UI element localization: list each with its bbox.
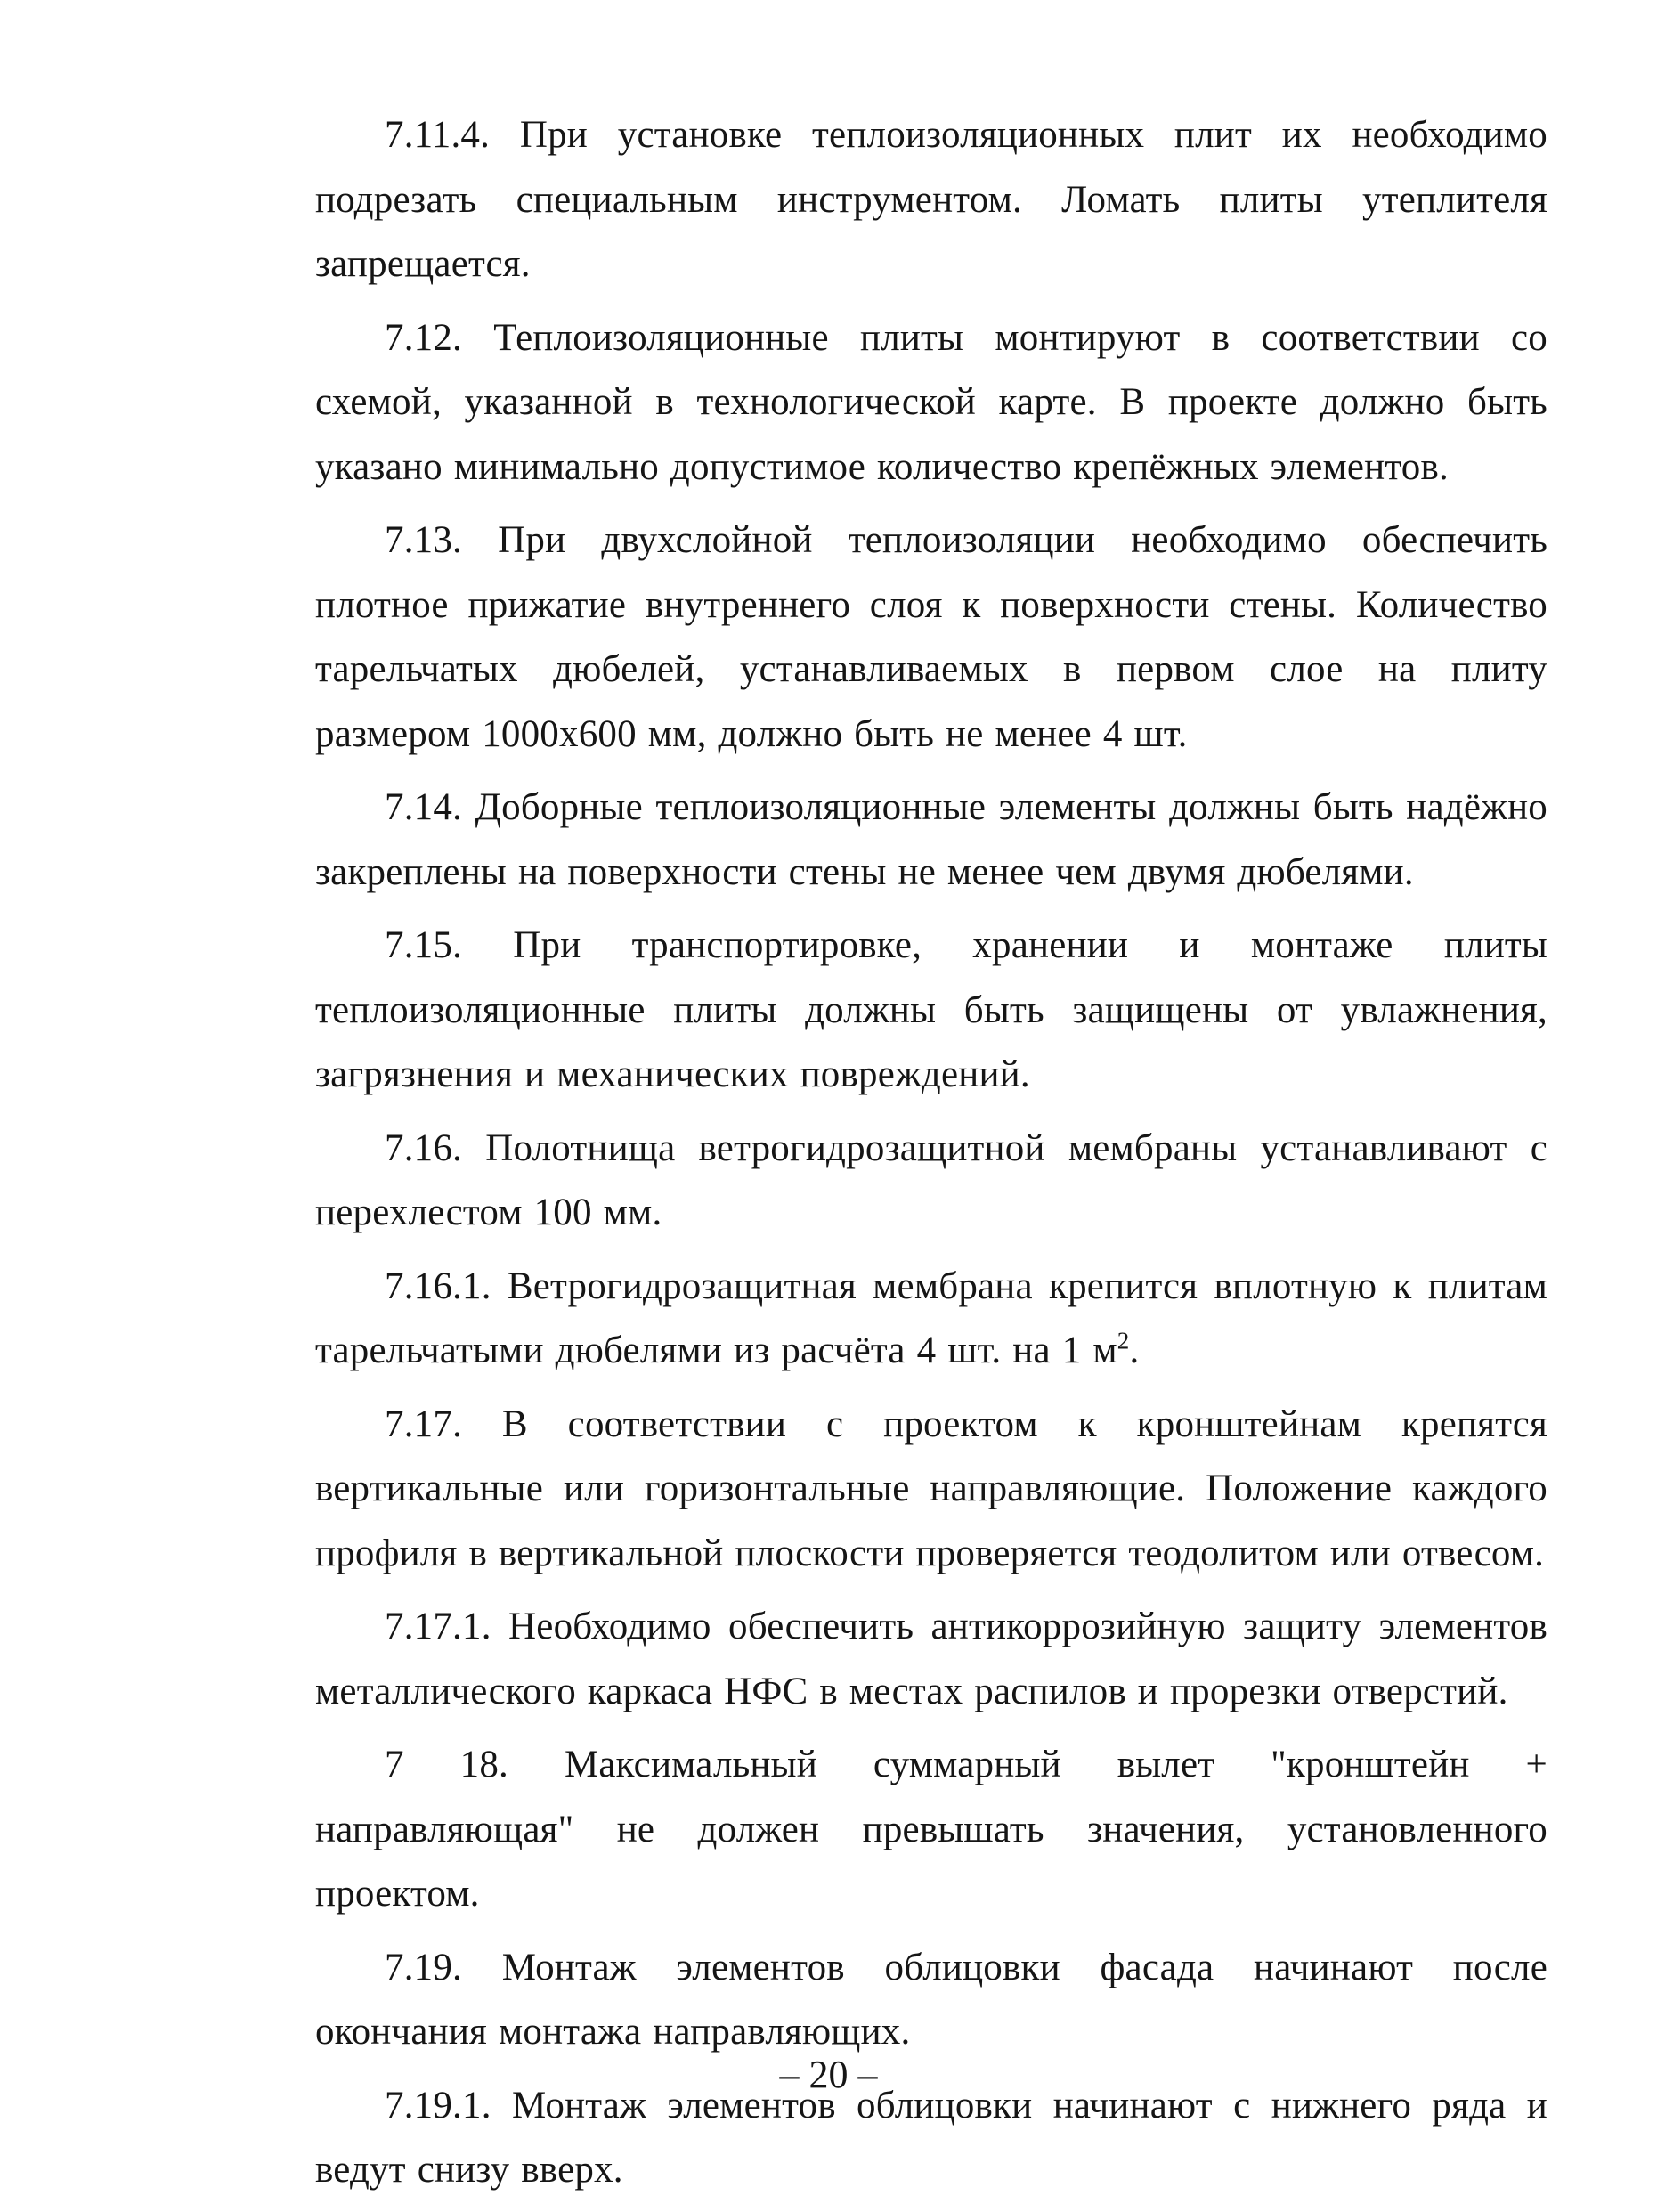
paragraph-text: Монтаж элементов облицовки начинают с нижнего ряда и ведут снизу вверх. — [315, 2084, 1548, 2191]
body-text — [315, 103, 1547, 2212]
paragraph-text: При двухслойной теплоизоляции необходимо обеспечить плотное прижатие внутреннего слоя к поверхности стены. Количество тарельчатых дюбелей, устанавливаемых в первом слое на плиту размером 1000х600 мм, должно быть не менее 4 шт. — [315, 519, 1548, 755]
paragraph-number: 7.16.1. — [385, 1265, 491, 1307]
paragraph-7-19 — [315, 1936, 1547, 2065]
paragraph-number: 7.16. — [385, 1126, 462, 1169]
paragraph-number: 7.19.1. — [385, 2084, 491, 2127]
paragraph-text: Полотнища ветрогидрозащитной мембраны устанавливают с перехлестом 100 мм. — [315, 1126, 1547, 1233]
paragraph-number: 7.17. — [385, 1403, 462, 1445]
paragraph-7-15 — [315, 914, 1547, 1108]
superscript-exponent: 2 — [1117, 1327, 1130, 1354]
paragraph-number: 7.19. — [385, 1946, 462, 1988]
paragraph-number: 7.15. — [385, 924, 462, 966]
paragraph-7-17 — [315, 1393, 1547, 1587]
paragraph-text: Теплоизоляционные плиты монтируют в соответствии со схемой, указанной в технологической карте. В проекте должно быть указано минимально допустимое количество крепёжных элементов. — [315, 316, 1547, 488]
paragraph-7-17-1 — [315, 1595, 1547, 1724]
paragraph-text: Необходимо обеспечить антикоррозийную защиту элементов металлического каркаса НФС в местах распилов и прорезки отверстий. — [315, 1606, 1547, 1712]
paragraph-7-12 — [315, 306, 1547, 500]
paragraph-tail: . — [1129, 1330, 1140, 1371]
paragraph-number: 7.14. — [385, 786, 462, 828]
paragraph-text: В соответствии с проектом к кронштейнам крепятся вертикальные или горизонтальные направляющие. Положение каждого профиля в вертикальной плоскости проверяется теодолитом или отвесом. — [315, 1403, 1548, 1574]
paragraph-number: 7.12. — [385, 316, 462, 359]
page-number: – 20 – — [779, 2053, 878, 2096]
paragraph-7-16 — [315, 1117, 1547, 1246]
paragraph-text: Доборные теплоизоляционные элементы должны быть надёжно закреплены на поверхности стены не менее чем двумя дюбелями. — [315, 786, 1547, 893]
paragraph-7-16-1 — [315, 1255, 1547, 1384]
paragraph-text: Максимальный суммарный вылет "кронштейн + направляющая" не должен превышать значения, установленного проектом. — [315, 1744, 1548, 1915]
paragraph-text: При транспортировке, хранении и монтаже плиты теплоизоляционные плиты должны быть защищены от увлажнения, загрязнения и механических повреждений. — [315, 924, 1547, 1095]
paragraph-text: При установке теплоизоляционных плит их необходимо подрезать специальным инструментом. Ломать плиты утеплителя запрещается. — [315, 114, 1548, 285]
paragraph-number: 7.13. — [385, 519, 462, 561]
paragraph-7-18 — [315, 1733, 1547, 1927]
paragraph-number: 7 18. — [385, 1744, 508, 1785]
paragraph-7-13 — [315, 508, 1547, 767]
paragraph-7-14 — [315, 776, 1547, 905]
paragraph-number: 7.17.1. — [385, 1606, 491, 1647]
paragraph-number: 7.11.4. — [385, 114, 491, 156]
paragraph-7-11-4 — [315, 103, 1547, 297]
paragraph-text: Ветрогидрозащитная мембрана крепится вплотную к плитам тарельчатыми дюбелями из расчёта 4 шт. на 1 м — [315, 1265, 1547, 1371]
paragraph-text: Монтаж элементов облицовки фасада начинают после окончания монтажа направляющих. — [315, 1946, 1547, 2053]
